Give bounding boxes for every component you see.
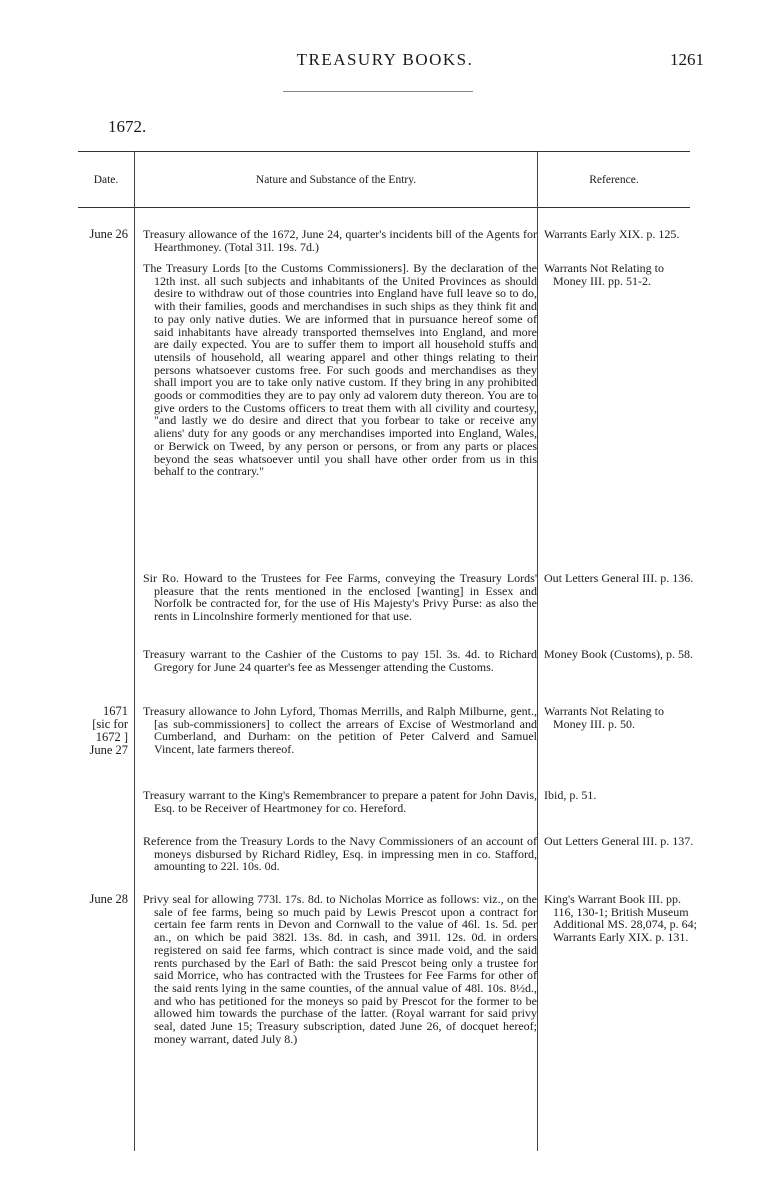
table-row: Reference from the Treasury Lords to the Navy Commissioners of an account of moneys disbursed by Richard Ridley, Esq. in impressing men in co. Stafford, amounting to 22l. 10s. 0d. — [143, 834, 537, 874]
year-heading: 1672. — [108, 117, 147, 136]
entry-reference: Warrants Not Relating to Money III. p. 50. — [544, 704, 665, 731]
table-row: Treasury allowance to John Lyford, Thomas Merrills, and Ralph Milburne, gent., [as sub-commissioners] to collect the arrears of Excise of Westmorland and Cumberland, and Durham: on the petition of Peter Calverd and Samuel Vincent, late farmers thereof. — [143, 704, 537, 757]
running-head — [0, 50, 770, 72]
entries-table — [78, 151, 698, 1201]
table-row: Treasury warrant to the Cashier of the Customs to pay 15l. 3s. 4d. to Richard Gregory for June 24 quarter's fee as Messenger attending the Customs. — [143, 647, 537, 674]
table-row: Treasury allowance of the 1672, June 24, quarter's incidents bill of the Agents for Hearthmoney. (Total 31l. 19s. 7d.) — [143, 227, 537, 254]
page-number: 1261 — [670, 50, 704, 69]
column-divider-date — [134, 151, 135, 1151]
date-line: June 28 — [89, 892, 128, 906]
table-row: The Treasury Lords [to the Customs Commissioners]. By the declaration of the 12th inst. all such subjects and inhabitants of the United Provinces as should desire to withdraw out of those countries into England have full leave so to do, with their families, goods and merchandises in such ships as they think fit and to pay only native duties. We are informed that in pursuance hereof some of said inhabitants have already transported themselves into England, and more are daily expected. You are to suffer them to import all household stuffs and utensils of household, all wearing apparel and other things relating to their persons whatsoever customs free. For such goods and merchandises as they shall import you are to take only native custom. If they bring in any prohibited goods or commodities they are to pay only ad valorem duty thereon. You are to give orders to the Customs officers to treat them with all civility and courtesy, "and lastly we do desire and direct that you forbear to take or receive any aliens' duty for any goods or any merchandises imported into England, Wales, or Berwick on Tweed, by any person or persons, or from any parts or places beyond the seas whatsoever until you shall have other order from us in this behalf to the contrary." — [143, 261, 537, 479]
entry-reference: Out Letters General III. p. 137. — [544, 834, 694, 848]
header-rule — [283, 91, 473, 92]
entry-reference: Ibid, p. 51. — [544, 788, 597, 802]
entry-date — [78, 893, 128, 906]
running-title: TREASURY BOOKS. — [296, 50, 474, 69]
table-header-rule — [78, 207, 690, 208]
column-header-nature: Nature and Substance of the Entry. — [255, 174, 417, 186]
entry-reference: Warrants Early XIX. p. 125. — [544, 227, 680, 241]
date-line: 1671 — [103, 704, 128, 718]
column-header-reference: Reference. — [589, 174, 639, 186]
table-row: Treasury warrant to the King's Remembrancer to prepare a patent for John Davis, Esq. to be Receiver of Heartmoney for co. Hereford. — [143, 788, 537, 815]
table-top-rule — [78, 151, 690, 152]
column-divider-reference — [537, 151, 538, 1151]
entry-date — [78, 228, 128, 241]
entry-date — [78, 705, 128, 757]
entry-reference: King's Warrant Book III. pp. 116, 130-1; British Museum Additional MS. 28,074, p. 64; Warrants Early XIX. p. 131. — [544, 892, 698, 945]
date-line: June 26 — [89, 227, 128, 241]
date-line: June 27 — [89, 743, 128, 757]
date-line: [sic for — [92, 717, 128, 731]
table-row: Sir Ro. Howard to the Trustees for Fee Farms, conveying the Treasury Lords' pleasure that the rents mentioned in the enclosed [wanting] in Essex and Norfolk be contracted for, for the use of His Majesty's Privy Purse: as also the rents in Lincolnshire formerly mentioned for that use. — [143, 571, 537, 624]
date-line: 1672 ] — [95, 730, 128, 744]
column-header-date: Date. — [93, 174, 119, 186]
entry-reference: Money Book (Customs), p. 58. — [544, 647, 694, 661]
entry-reference: Warrants Not Relating to Money III. pp. 51-2. — [544, 261, 665, 288]
table-row: Privy seal for allowing 773l. 17s. 8d. to Nicholas Morrice as follows: viz., on the sale of fee farms, being so much paid by Lewis Prescot upon a contract for certain fee farm rents in Devon and Cornwall to the value of 46l. 1s. 5d. per an., on which be paid 382l. 13s. 8d. in cash, and 391l. 12s. 0d. in orders registered on said fee farms, which contract is since made void, and the said rents purchased by the Earl of Bath: the said Prescot being only a trustee for said Morrice, who has contracted with the Trustees for Fee Farms for other of the said rents lying in the same counties, of the annual value of 48l. 10s. 8½d., and who has petitioned for the moneys so paid by Prescot for the former to be allowed him towards the purchase of the latter. (Royal warrant for said privy seal, dated June 15; Treasury subscription, dated June 26, of docquet hereof; money warrant, dated July 8.) — [143, 892, 537, 1046]
entry-reference: Out Letters General III. p. 136. — [544, 571, 694, 585]
